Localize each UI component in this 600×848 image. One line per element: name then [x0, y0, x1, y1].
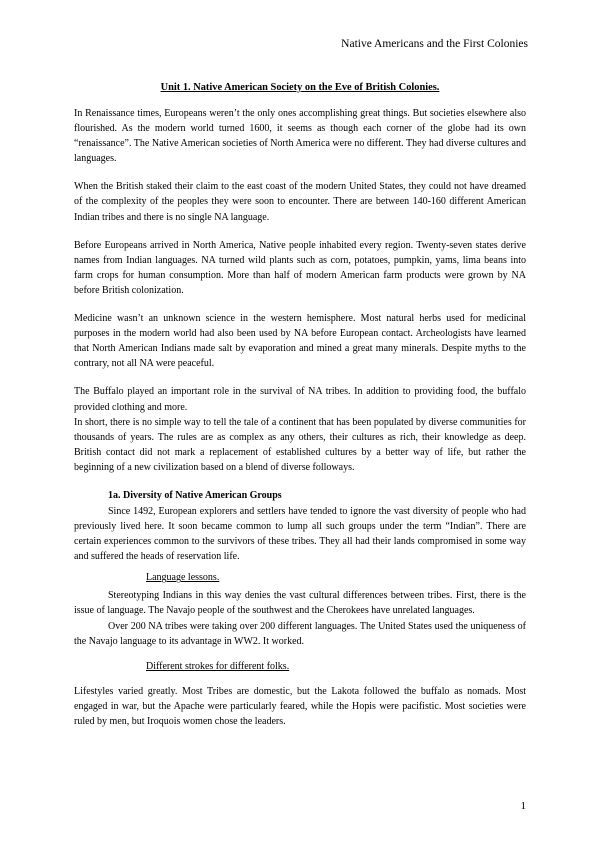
paragraph-before-europeans: Before Europeans arrived in North America, Native people inhabited every region. Twenty-seven states derive names from Indian languages. NA turned wild plants such as corn, potatoes, pumpkin, yams, lima beans into farm crops for human consumption. More than half of modern American farm products were grown by NA before British colonization. — [74, 239, 526, 296]
running-header: Native Americans and the First Colonies — [341, 38, 528, 50]
paragraph-british-claim: When the British staked their claim to the east coast of the modern United States, they could not have dreamed of the complexity of the peoples they were soon to encounter. There are between 140-160 different American Indian tribes and there is no single NA language. — [74, 181, 526, 223]
paragraph-medicine: Medicine wasn’t an unknown science in the western hemisphere. Most natural herbs used for medicinal purposes in the modern world had also been used by NA before European contact. Archeologists have learned that North American Indians made salt by evaporation and mined a great many minerals. Despite myths to the contrary, not all NA were peaceful. — [74, 313, 526, 370]
page-number: 1 — [520, 800, 526, 812]
paragraph-buffalo: The Buffalo played an important role in the survival of NA tribes. In addition to providing food, the buffalo provided clothing and more. — [74, 386, 526, 413]
paragraph-since-1492: Since 1492, European explorers and settlers have tended to ignore the vast diversity of people who had previously lived here. It soon became common to lump all such groups under the term “Indian”. There are certain experiences common to the survivors of these tribes. They all had their lands compromised in some way and suffered the heads of reservation life. — [74, 505, 526, 563]
unit-title: Unit 1. Native American Society on the Eve of British Colonies. — [160, 82, 440, 93]
paragraph-lifestyles: Lifestyles varied greatly. Most Tribes are domestic, but the Lakota followed the buffalo as nomads. Most engaged in war, but the Apache were particularly feared, while the Hopis were pacifistic. Most societies were ruled by men, but Iroquois women chose the leaders. — [74, 685, 526, 727]
section-heading-diversity: 1a. Diversity of Native American Groups — [108, 489, 282, 501]
paragraph-200-tribes: Over 200 NA tribes were taking over 200 different languages. The United States used the uniqueness of the Navajo language to its advantage in WW2. It worked. — [74, 620, 526, 647]
paragraph-in-short: In short, there is no simple way to tell the tale of a continent that has been populated by diverse communities for thousands of years. The rules are as complex as any others, their cultures as rich, their knowledge as deep. British contact did not mark a replacement of established cultures by a better way of life, but rather the beginning of a new civilization based on a blend of diverse followays. — [74, 416, 526, 473]
heading-language-lessons: Language lessons. — [146, 572, 220, 584]
document-body — [74, 78, 526, 729]
paragraph-renaissance: In Renaissance times, Europeans weren’t the only ones accomplishing great things. But societies elsewhere also flourished. As the modern world turned 1600, it seems as though each corner of the globe had its own “renaissance”. The Native American societies of North America were no different. They had diverse cultures and languages. — [74, 108, 526, 165]
heading-different-strokes: Different strokes for different folks. — [146, 660, 290, 672]
paragraph-stereotyping: Stereotyping Indians in this way denies the vast cultural differences between tribes. First, there is the issue of language. The Navajo people of the southwest and the Cherokees have unrelated languages. — [74, 590, 526, 617]
